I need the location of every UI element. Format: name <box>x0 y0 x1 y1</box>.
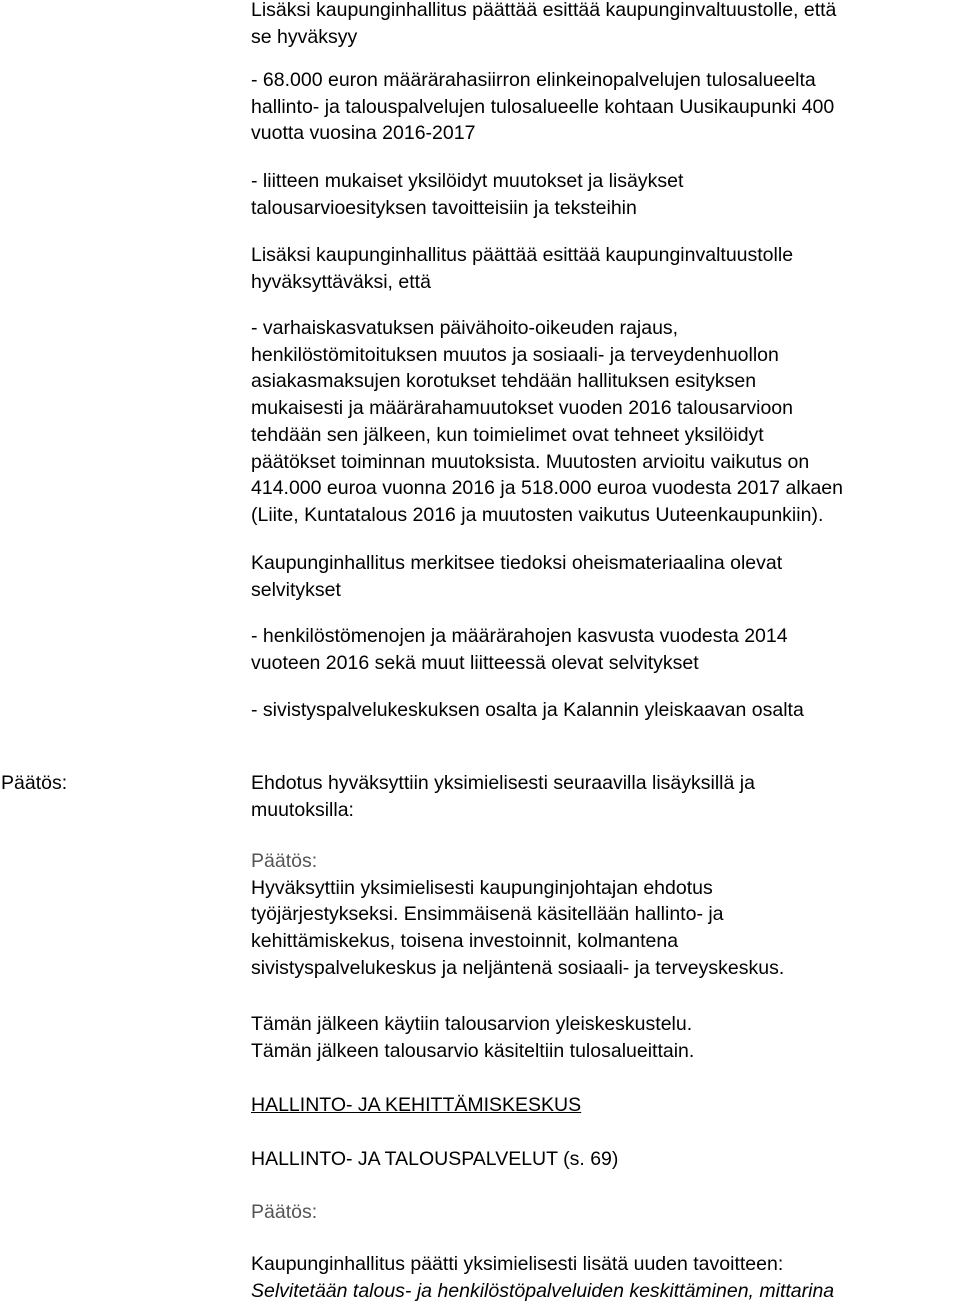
intro-paragraph-2 <box>251 242 956 295</box>
text-line: päätökset toiminnan muutoksista. Muutosten arvioitu vaikutus on <box>251 450 810 473</box>
text-line: Tämän jälkeen talousarvio käsiteltiin tulosalueittain. <box>251 1039 695 1062</box>
final-decision-text <box>251 1251 956 1304</box>
section-heading-admin-development: HALLINTO- JA KEHITTÄMISKESKUS <box>251 1094 582 1116</box>
text-line: Lisäksi kaupunginhallitus päättää esittää kaupunginvaltuustolle <box>251 244 794 266</box>
text-line: tehdään sen jälkeen, kun toimielimet ovat tehneet yksilöidyt <box>251 423 764 446</box>
text-line: vuoteen 2016 sekä muut liitteessä olevat selvitykset <box>251 651 699 674</box>
text-line: asiakasmaksujen korotukset tehdään hallituksen esityksen <box>251 370 757 393</box>
decision-inline-label: Päätös: <box>251 850 318 872</box>
text-line: Lisäksi kaupunginhallitus päättää esittää kaupunginvaltuustolle, että <box>251 0 837 21</box>
text-line: hyväksyttäväksi, että <box>251 270 431 293</box>
sub-decision-1 <box>251 848 956 982</box>
new-goal-text: Selvitetään talous- ja henkilöstöpalveluiden keskittäminen, mittarina <box>251 1279 835 1302</box>
transfer-item <box>251 67 956 147</box>
text-line: se hyväksyy <box>251 25 358 48</box>
text-line: vuotta vuosina 2016-2017 <box>251 122 476 145</box>
text-line: muutoksilla: <box>251 798 354 821</box>
text-line: Ehdotus hyväksyttiin yksimielisesti seuraavilla lisäyksillä ja <box>251 772 755 794</box>
text-line: Kaupunginhallitus merkitsee tiedoksi oheismateriaalina olevat <box>251 552 783 574</box>
text-line: - henkilöstömenojen ja määrärahojen kasvusta vuodesta 2014 <box>251 625 788 647</box>
text-line: työjärjestykseksi. Ensimmäisenä käsitellään hallinto- ja <box>251 903 724 926</box>
early-education-item <box>251 315 956 529</box>
intro-paragraph-1 <box>251 0 956 50</box>
text-line: hallinto- ja talouspalvelujen tulosalueelle kohtaan Uusikaupunki 400 <box>251 95 835 118</box>
text-line: Kaupunginhallitus päätti yksimielisesti lisätä uuden tavoitteen: <box>251 1253 784 1275</box>
decision-main-text <box>251 770 956 823</box>
decision-label: Päätös: <box>1 772 68 794</box>
education-center-item <box>251 697 956 724</box>
text-line: sivistyspalvelukeskus ja neljäntenä sosiaali- ja terveyskeskus. <box>251 956 785 979</box>
decision-inline-label: Päätös: <box>251 1201 318 1223</box>
text-line: - varhaiskasvatuksen päivähoito-oikeuden rajaus, <box>251 317 679 339</box>
text-line: Tämän jälkeen käytiin talousarvion yleiskeskustelu. <box>251 1013 693 1035</box>
changes-item <box>251 168 956 221</box>
text-line: henkilöstömitoituksen muutos ja sosiaali- ja terveydenhuollon <box>251 343 779 366</box>
general-discussion-text <box>251 1011 956 1064</box>
staff-costs-item <box>251 623 956 676</box>
text-line: talousarvioesityksen tavoitteisiin ja teksteihin <box>251 196 637 219</box>
text-line: 414.000 euroa vuonna 2016 ja 518.000 euroa vuodesta 2017 alkaen <box>251 477 843 500</box>
text-line: mukaisesti ja määrärahamuutokset vuoden 2016 talousarvioon <box>251 397 793 420</box>
text-line: Hyväksyttiin yksimielisesti kaupunginjohtajan ehdotus <box>251 876 713 899</box>
text-line: (Liite, Kuntatalous 2016 ja muutosten vaikutus Uuteenkaupunkiin). <box>251 503 824 526</box>
text-line: selvitykset <box>251 578 341 601</box>
text-line: kehittämiskekus, toisena investoinnit, kolmantena <box>251 930 679 953</box>
text-line: - sivistyspalvelukeskuksen osalta ja Kalannin yleiskaavan osalta <box>251 699 804 721</box>
text-line: - liitteen mukaiset yksilöidyt muutokset ja lisäykset <box>251 170 684 192</box>
text-line: - 68.000 euron määrärahasiirron elinkeinopalvelujen tulosalueelta <box>251 69 816 91</box>
intro-paragraph-3 <box>251 550 956 603</box>
section-heading-admin-finance: HALLINTO- JA TALOUSPALVELUT (s. 69) <box>251 1148 619 1170</box>
